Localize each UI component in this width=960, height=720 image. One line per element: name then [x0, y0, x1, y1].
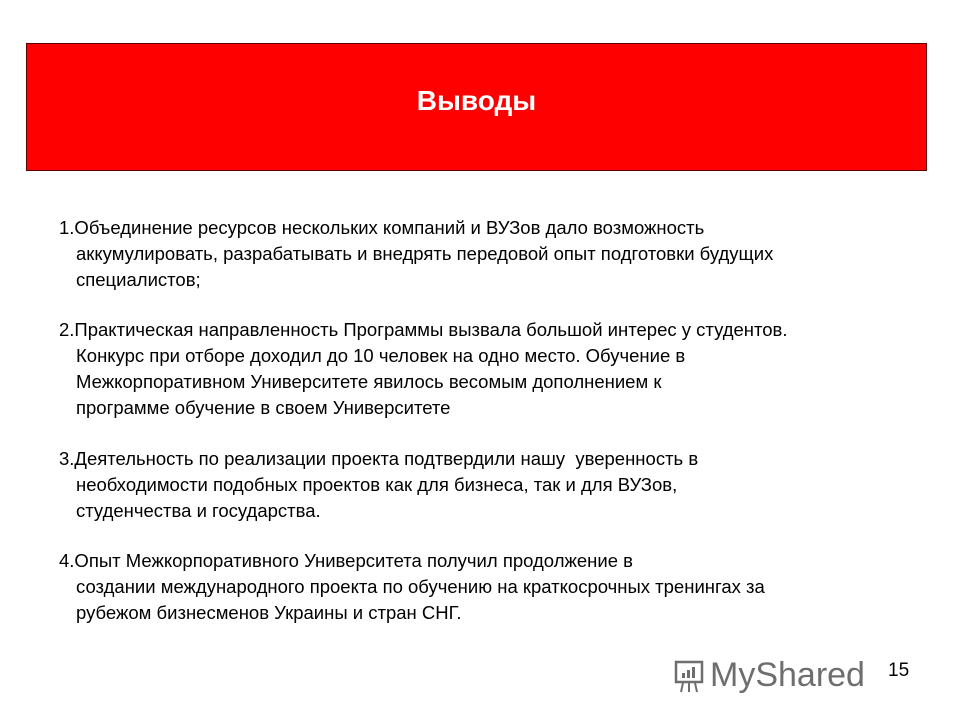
presentation-board-icon — [672, 658, 706, 694]
item-line: Межкорпоративном Университете явилось весомым дополнением к — [76, 371, 662, 392]
item-line: программе обучение в своем Университете — [76, 397, 451, 418]
item-line: необходимости подобных проектов как для бизнеса, так и для ВУЗов, — [76, 474, 678, 495]
item-line: рубежом бизнесменов Украины и стран СНГ. — [76, 602, 462, 623]
item-line: специалистов; — [76, 269, 201, 290]
item-line: 2.Практическая направленность Программы вызвала большой интерес у студентов. — [59, 319, 788, 340]
item-line: Конкурс при отборе доходил до 10 человек на одно место. Обучение в — [76, 345, 686, 366]
page-number: 15 — [888, 660, 910, 681]
title-banner — [26, 43, 927, 171]
watermark-text: MyShared — [710, 656, 865, 694]
item-line: создании международного проекта по обучению на краткосрочных тренингах за — [76, 576, 765, 597]
item-line: 1.Объединение ресурсов нескольких компаний и ВУЗов дало возможность — [59, 217, 705, 238]
item-line: 3.Деятельность по реализации проекта подтвердили нашу уверенность в — [59, 448, 699, 469]
item-line: студенчества и государства. — [76, 500, 321, 521]
conclusion-item-2 — [59, 317, 788, 421]
conclusion-item-4 — [59, 548, 765, 626]
slide-title: Выводы — [416, 85, 537, 116]
conclusion-item-1 — [59, 215, 773, 293]
item-line: 4.Опыт Межкорпоративного Университета получил продолжение в — [59, 550, 633, 571]
watermark-logo — [672, 656, 865, 695]
conclusion-item-3 — [59, 446, 698, 524]
item-line: аккумулировать, разрабатывать и внедрять передовой опыт подготовки будущих — [76, 243, 774, 264]
